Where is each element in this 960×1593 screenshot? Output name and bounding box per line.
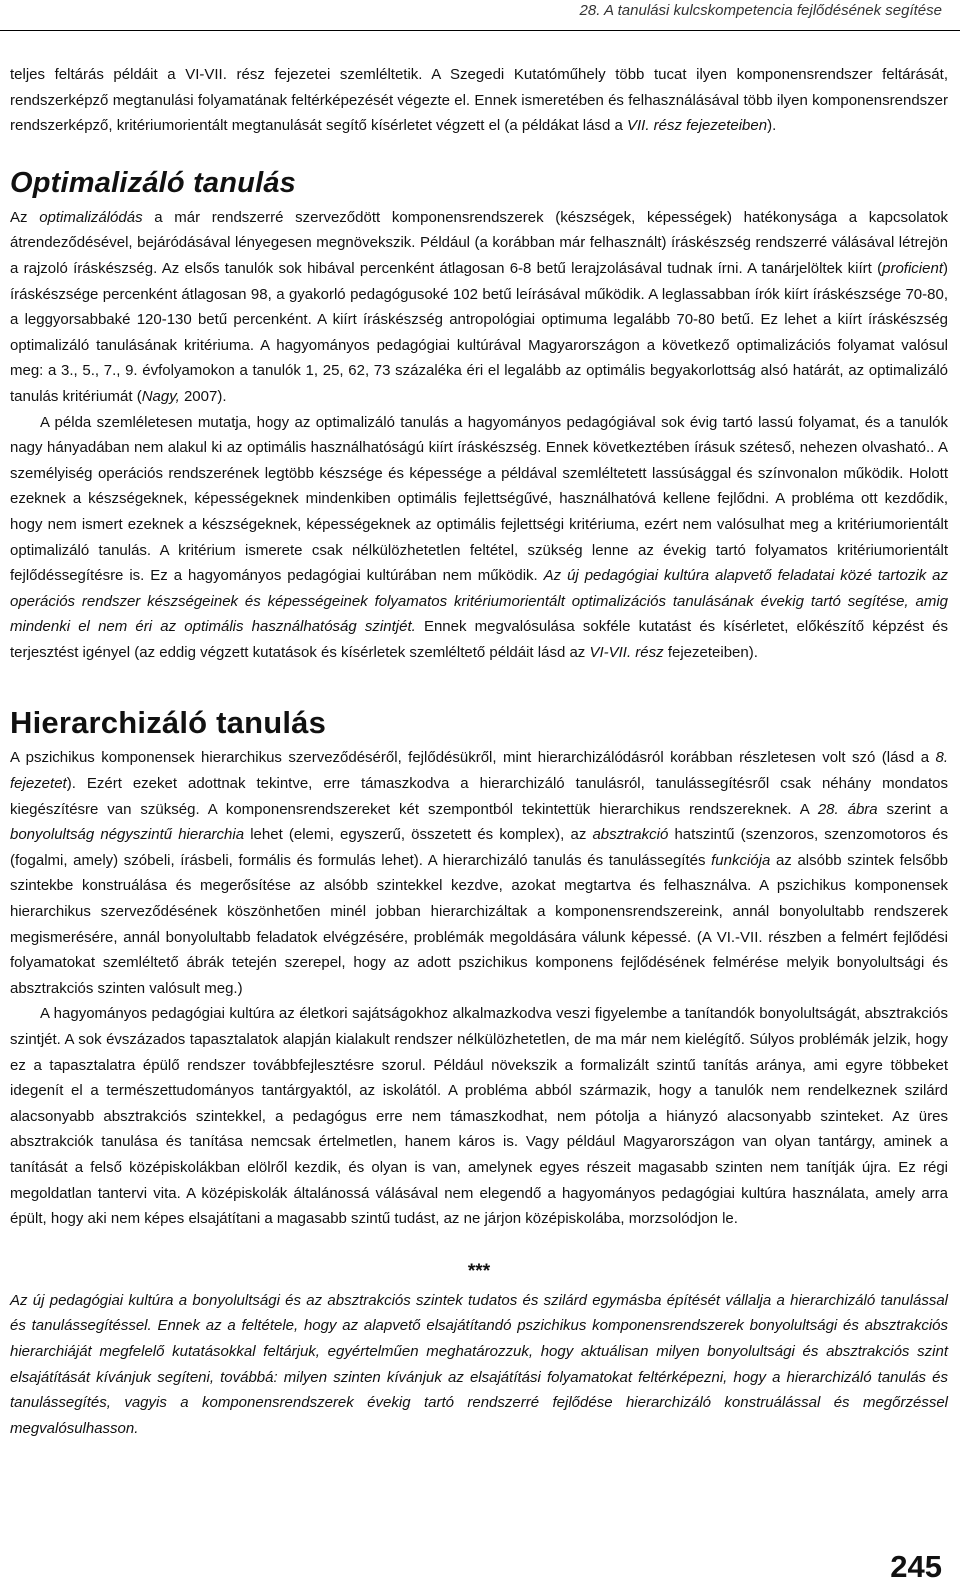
closing-paragraph: Az új pedagógiai kultúra a bonyolultsági és az absztrakciós szintek tudatos és szilárd egymásba építését vállalja a hierarchizáló tanulással és tanulássegítéssel. Ennek az a feltétele, hogy az alapvető elsajátítandó pszichikus komponensrendszerek bonyolultsági és absztrakciós hierarchiáját megfelelő kutatásokkal feltárjuk, egyértelműen meghatározzuk, hogy aktuálisan milyen bonyolultsági és absztrakciós szint elsajátítását kívánjuk segíteni, továbbá: milyen szinten kívánjuk az elsajátítási folyamatokat feltérképezni, hogy a hierarchizáló tanulás és tanulássegítés, vagyis a komponensrendszerek évekig tartó rendszerré fejlődése hierarchizáló konstruálással és megőrzéssel megvalósulhasson. xyxy=(10,1291,948,1437)
emphasis: Az új pedagógiai kultúra alapvető feladatai közé tartozik az operációs rendszer készségeinek és képességeinek folyamatos kritériumorientált optimalizációs tanulásának évekig tartó segítése, amig mindenki el nem éri az optimális használhatóság szintjét. xyxy=(10,567,948,636)
intro-paragraph xyxy=(10,62,948,139)
intro-text: teljes feltárás példáit a VI-VII. rész fejezetei szemléltetik. A Szegedi Kutatóműhely több tucat ilyen komponensrendszer feltárását, rendszerképző megtanulási folyamatának feltérképezését végezte el. Ennek ismeretében és felhasználásával több ilyen komponensrendszer rendszerképző, kritériumorientált megtanulását segítő kísérletet végzett el (a példákat lásd a xyxy=(10,66,948,135)
intro-text-end: ). xyxy=(767,117,777,135)
section-heading-hierarchizalo: Hierarchizáló tanulás xyxy=(10,705,327,741)
term: optimalizálódás xyxy=(39,208,143,226)
reference: 8. fejezetet xyxy=(10,749,948,793)
term: funkciója xyxy=(711,851,771,869)
figure-reference: 28. ábra xyxy=(817,800,878,818)
text-run: ) íráskészsége percenként átlagosan 98, a gyakorló pedagógusoké 102 betű leírásával működik. A leglassabban írók kiírt íráskészsége 70-80, a leggyorsabbaké 120-130 betű percenként. A kiírt íráskészség antropológiai optimuma legalább 70-80 betű. Ez lehet a kiírt íráskészség optimalizáló tanulásának kritériuma. A hagyományos pedagógiai kultúrával Magyarországon a következő optimalizációs folyamat valósul meg: a 3., 5., 7., 9. évfolyamokon a tanulók 1, 25, 62, 73 százaléka éri el legalább az optimális begyakorlottság alsó határát, az optimalizáló tanulás kritériumát ( xyxy=(10,259,948,405)
term: bonyolultság négyszintű hierarchia xyxy=(10,826,245,844)
text-run: ). Ezért ezeket adottnak tekintve, erre támaszkodva a hierarchizáló tanulásról, tanulássegítésről csak néhány mondatos kiegészítésre van szükség. A komponensrendszereket két szempontból tekintettük hierarchikus rendszereknek. A xyxy=(10,775,948,818)
running-header: 28. A tanulási kulcskompetencia fejlődésének segítése xyxy=(579,2,942,19)
section2-paragraph-2: A hagyományos pedagógiai kultúra az életkori sajátságokhoz alkalmazkodva veszi figyelembe a tanítandók bonyolultságát, absztrakciós szintjét. A sok évszázados tapasztalatok alapján kialakult rendszer nélkülözhetetlen, de ma már nem kielégítő. Súlyos problémák jelzik, hogy ez a tapasztalatra épülő rendszer továbbfejlesztésre szorul. Például növekszik a formalizált szintű tanítás aránya, ami egyre többeket idegenít el a természettudományos tantárgyaktól, az iskolától. A probléma abból származik, hogy a tanulók nem rendelkeznek szilárd alacsonyabb absztrakciós szintekkel, a pedagógus erre nem támaszkodhat, nem pótolja a hiányzó alacsonyabb szinteket. Az üres absztrakciók tanulása és tanítása nemcsak értelmetlen, hanem káros is. Vagy például Magyarországon van olyan tantárgy, aminek a tanítását a felső középiskolákban elölről kezdik, és olyan is van, amelynek egyes részeit magasabb szinten nem tanítják újra. Ez régi megoldatlan tantervi vita. A középiskolák általánossá válásával nem elegendő a hagyományos pedagógiai kultúra használata, amely arra épült, hogy aki nem képes elsajátítani a magasabb szintű tudást, az ne járjon középiskolába, morzsolódjon le. xyxy=(10,1005,948,1228)
reference: VI-VII. rész xyxy=(589,643,664,661)
text-run: A példa szemléletesen mutatja, hogy az optimalizáló tanulás a hagyományos pedagógiával sok évig tartó lassú folyamat, és a tanulók nagy hányadában nem alakul ki az optimális használhatóságú kiírt íráskészség. Ennek következtében írásuk széteső, nehezen olvasható.. A személyiség operációs rendszerének legtöbb készsége és képessége a példával szemléltetett lassúsággal és színvonalon működik. Holott ezeknek a készségeknek, képességeknek mindenkiben optimális fejlettségűvé, használhatóvá kellene fejlődni. A probléma ott kezdődik, hogy nem ismert ezeknek a készségeknek, képességeknek az optimális fejlettségi kritériuma, ezért nem valósulhat meg a kritériumorientált optimalizáló tanulás. A kritérium ismerete csak nélkülözhetetlen feltétel, szükség lenne az évekig tartó folyamatos kritériumorientált fejlődéssegítésre is. Ez a hagyományos pedagógiai kultúrában nem működik. xyxy=(10,413,948,585)
text-run: szerint a xyxy=(877,800,949,818)
section2-paragraph-1 xyxy=(10,745,948,1001)
text-run: A pszichikus komponensek hierarchikus szerveződéséről, fejlődésükről, mint hierarchizálódásról korábban részletesen volt szó (lásd a xyxy=(10,749,936,767)
text-run: hatszintű (szenzoros, szenzomotoros és (fogalmi, amely) szóbeli, írásbeli, formális és formulás lehet). A hierarchizáló tanulás és tanulássegítés xyxy=(10,826,948,869)
term: absztrakció xyxy=(592,826,669,844)
text-run: 2007). xyxy=(179,387,227,405)
separator: *** xyxy=(467,1260,491,1282)
header-rule xyxy=(0,30,960,31)
section1-paragraph-1 xyxy=(10,205,948,410)
page-body xyxy=(10,62,948,1441)
text-run: Az xyxy=(10,208,40,226)
text-run: Ennek megvalósulása sokféle kutatást és kísérletet, előkészítő képzést és terjesztést igényel (az eddig végzett kutatások és kísérletek szemléltető példáit lásd az xyxy=(10,618,948,661)
text-run: fejezeteiben). xyxy=(663,643,758,661)
text-run: lehet (elemi, egyszerű, összetett és komplex), az xyxy=(244,826,593,844)
citation: Nagy, xyxy=(141,387,180,405)
section1-paragraph-2 xyxy=(10,410,948,666)
section-heading-optimalizalo: Optimalizáló tanulás xyxy=(10,166,296,199)
term: proficient xyxy=(882,259,943,277)
text-run: az alsóbb szintek felsőbb szintekbe konstruálása és megerősítése az alsóbb szintekkel kezdve, azokat megtartva és felhasználva. A pszichikus komponensek hierarchikus szerveződésének köszönhetően minél jobban hierarchizáltak a komponensrendszereink, annál bonyolultabb rendszerek megismerésére, annál bonyolultabb feladatok elvégzésére, problémák megoldására válunk képessé. (A VI.-VII. részben a felmért fejlődési folyamatokat szemléltető ábrák tetején szerepel, hogy az adott pszichikus komponens fejlődésének felmérése melyik bonyolultsági és absztrakciós szinten valósult meg.) xyxy=(10,851,948,997)
intro-reference: VII. rész fejezeteiben xyxy=(627,117,768,135)
page-number: 245 xyxy=(890,1549,942,1584)
text-run: a már rendszerré szerveződött komponensrendszerek (készségek, képességek) hatékonysága a kapcsolatok átrendeződésével, bejáródásával lényegesen megnövekszik. Például (a korábban már felhasznált) íráskészség rendszerré válásával létrejön a rajzoló íráskészség. Az elsős tanulók sok hibával percenként átlagosan 6-8 betű lerajzolásával tudnak írni. A tanárjelöltek kiírt ( xyxy=(10,208,948,277)
